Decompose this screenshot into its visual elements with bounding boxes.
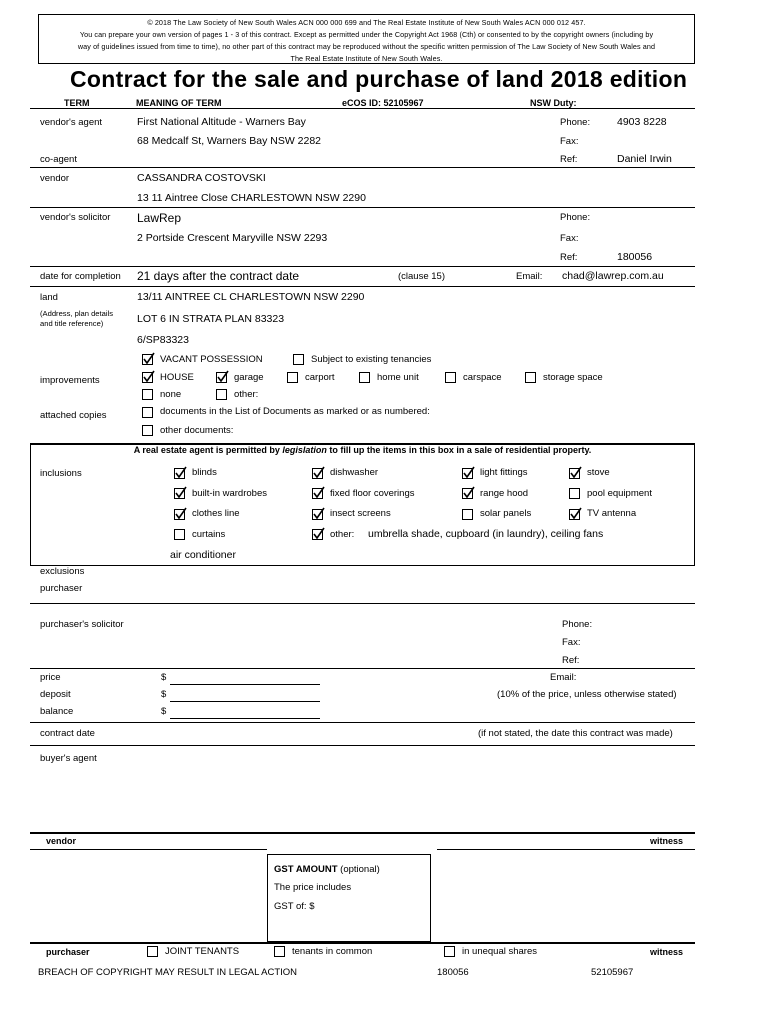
term-header: TERM bbox=[64, 98, 90, 108]
light-fittings-checkbox[interactable] bbox=[462, 468, 473, 479]
light-fittings-label: light fittings bbox=[480, 467, 528, 478]
inclusions-other-checkbox[interactable] bbox=[312, 529, 323, 540]
purchasers-solicitor-phone-label: Phone: bbox=[562, 619, 593, 630]
inclusions-label: inclusions bbox=[40, 468, 82, 479]
house-label: HOUSE bbox=[160, 372, 194, 383]
clothes-line-label: clothes line bbox=[192, 508, 240, 519]
vendors-agent-ref[interactable]: Daniel Irwin bbox=[617, 153, 672, 165]
gst-includes: The price includes bbox=[274, 882, 352, 893]
built-in-wardrobes-label: built-in wardrobes bbox=[192, 488, 267, 499]
inclusions-extra[interactable]: air conditioner bbox=[170, 549, 236, 561]
check-icon bbox=[174, 507, 188, 521]
dishwasher-checkbox[interactable] bbox=[312, 468, 323, 479]
price-label: price bbox=[40, 672, 61, 683]
deposit-field-line[interactable] bbox=[170, 701, 320, 702]
solar-panels-checkbox[interactable] bbox=[462, 509, 473, 520]
vendors-agent-phone[interactable]: 4903 8228 bbox=[617, 116, 667, 128]
check-icon bbox=[312, 466, 326, 480]
tenants-in-common-checkbox[interactable] bbox=[274, 946, 285, 957]
none-checkbox[interactable] bbox=[142, 389, 153, 400]
nsw-duty-header: NSW Duty: bbox=[530, 98, 577, 108]
vendor-witness-line[interactable] bbox=[437, 849, 695, 850]
garage-label: garage bbox=[234, 372, 264, 383]
check-icon bbox=[142, 352, 156, 366]
tv-antenna-label: TV antenna bbox=[587, 508, 637, 519]
joint-tenants-label: JOINT TENANTS bbox=[165, 946, 240, 957]
purchasers-solicitor-label: purchaser's solicitor bbox=[40, 619, 124, 630]
section-divider bbox=[30, 668, 695, 669]
section-divider bbox=[30, 207, 695, 208]
check-icon bbox=[174, 486, 188, 500]
vendors-agent-name[interactable]: First National Altitude - Warners Bay bbox=[137, 116, 306, 128]
curtains-checkbox[interactable] bbox=[174, 529, 185, 540]
other-documents-checkbox[interactable] bbox=[142, 425, 153, 436]
section-divider bbox=[30, 603, 695, 604]
vendors-solicitor-ref-label: Ref: bbox=[560, 252, 578, 263]
other-documents-label: other documents: bbox=[160, 425, 234, 436]
vendors-solicitor-label: vendor's solicitor bbox=[40, 212, 111, 223]
signature-divider bbox=[30, 942, 695, 944]
contract-date-label: contract date bbox=[40, 728, 95, 739]
vendors-solicitor-name[interactable]: LawRep bbox=[137, 211, 182, 225]
carspace-label: carspace bbox=[463, 372, 502, 383]
documents-checkbox[interactable] bbox=[142, 407, 153, 418]
improvements-label: improvements bbox=[40, 375, 100, 386]
deposit-label: deposit bbox=[40, 689, 71, 700]
price-field-line[interactable] bbox=[170, 684, 320, 685]
blinds-checkbox[interactable] bbox=[174, 468, 185, 479]
copyright-line: You can prepare your own version of pages 1 - 3 of this contract. Except as permitted under the Copyright Act 1968 (Cth) or consented to by the copyright owners (including by bbox=[79, 30, 654, 39]
vacant-possession-label: VACANT POSSESSION bbox=[160, 354, 263, 365]
section-divider bbox=[30, 266, 695, 267]
attached-copies-label: attached copies bbox=[40, 410, 107, 421]
check-icon bbox=[174, 466, 188, 480]
footer-ecos: 52105967 bbox=[591, 967, 634, 978]
copyright-line: © 2018 The Law Society of New South Wales ACN 000 000 699 and The Real Estate Institute of New South Wales ACN 000 012 457. bbox=[147, 18, 586, 27]
curtains-label: curtains bbox=[192, 529, 226, 540]
meaning-header: MEANING OF TERM bbox=[136, 98, 222, 108]
footer-ref: 180056 bbox=[437, 967, 469, 978]
copyright-warning: BREACH OF COPYRIGHT MAY RESULT IN LEGAL ACTION bbox=[38, 967, 298, 978]
vendors-solicitor-address[interactable]: 2 Portside Crescent Maryville NSW 2293 bbox=[137, 232, 328, 244]
vendor-label: vendor bbox=[40, 173, 70, 184]
tv-antenna-checkbox[interactable] bbox=[569, 509, 580, 520]
check-icon bbox=[462, 486, 476, 500]
gst-title bbox=[274, 864, 380, 875]
vendor-address[interactable]: 13 11 Aintree Close CHARLESTOWN NSW 2290 bbox=[137, 192, 366, 204]
gst-title-bold: GST AMOUNT bbox=[274, 864, 338, 875]
vendors-agent-label: vendor's agent bbox=[40, 117, 103, 128]
land-lot[interactable]: LOT 6 IN STRATA PLAN 83323 bbox=[137, 313, 285, 325]
range-hood-label: range hood bbox=[480, 488, 529, 499]
completion-clause: (clause 15) bbox=[398, 271, 445, 282]
storage-space-label: storage space bbox=[543, 372, 603, 383]
solar-panels-label: solar panels bbox=[480, 508, 532, 519]
check-icon bbox=[569, 466, 583, 480]
land-address[interactable]: 13/11 AINTREE CL CHARLESTOWN NSW 2290 bbox=[137, 291, 365, 303]
purchaser-witness-label: witness bbox=[650, 947, 684, 957]
tenants-in-common-label: tenants in common bbox=[292, 946, 373, 957]
price-dollar: $ bbox=[161, 672, 167, 683]
land-label: land bbox=[40, 292, 58, 303]
house-checkbox[interactable] bbox=[142, 372, 153, 383]
vendor-witness-label: witness bbox=[650, 836, 684, 846]
vendor-name[interactable]: CASSANDRA COSTOVSKI bbox=[137, 172, 266, 184]
carspace-checkbox[interactable] bbox=[445, 372, 456, 383]
purchaser-label: purchaser bbox=[40, 583, 83, 594]
fixed-floor-coverings-checkbox[interactable] bbox=[312, 488, 323, 499]
ecos-id: eCOS ID: 52105967 bbox=[342, 98, 424, 108]
home-unit-checkbox[interactable] bbox=[359, 372, 370, 383]
pool-equipment-checkbox[interactable] bbox=[569, 488, 580, 499]
section-divider bbox=[30, 286, 695, 287]
joint-tenants-checkbox[interactable] bbox=[147, 946, 158, 957]
vendors-solicitor-email[interactable]: chad@lawrep.com.au bbox=[562, 270, 664, 282]
balance-dollar: $ bbox=[161, 706, 167, 717]
land-title-ref[interactable]: 6/SP83323 bbox=[137, 334, 189, 346]
signature-divider bbox=[30, 832, 695, 834]
land-sublabel: (Address, plan details bbox=[40, 309, 114, 318]
carport-label: carport bbox=[305, 372, 335, 383]
exclusions-label: exclusions bbox=[40, 566, 85, 577]
copyright-notice bbox=[38, 14, 695, 64]
clothes-line-checkbox[interactable] bbox=[174, 509, 185, 520]
purchaser-signature-label: purchaser bbox=[46, 947, 90, 957]
section-divider bbox=[30, 167, 695, 168]
documents-label: documents in the List of Documents as marked or as numbered: bbox=[160, 406, 430, 417]
check-icon bbox=[312, 507, 326, 521]
improvements-other-checkbox[interactable] bbox=[216, 389, 227, 400]
vendors-agent-ref-label: Ref: bbox=[560, 154, 578, 165]
completion-label: date for completion bbox=[40, 271, 121, 282]
carport-checkbox[interactable] bbox=[287, 372, 298, 383]
vendors-solicitor-phone-label: Phone: bbox=[560, 212, 591, 223]
pool-equipment-label: pool equipment bbox=[587, 488, 652, 499]
buyers-agent-label: buyer's agent bbox=[40, 753, 97, 764]
section-divider bbox=[30, 745, 695, 746]
vendors-solicitor-email-label: Email: bbox=[516, 271, 543, 282]
gst-of[interactable]: GST of: $ bbox=[274, 901, 315, 912]
co-agent-label: co-agent bbox=[40, 154, 77, 165]
purchasers-solicitor-fax-label: Fax: bbox=[562, 637, 581, 648]
vendors-agent-phone-label: Phone: bbox=[560, 117, 591, 128]
gst-optional: (optional) bbox=[337, 864, 380, 875]
check-icon bbox=[312, 486, 326, 500]
page-title: Contract for the sale and purchase of land 2018 edition bbox=[70, 66, 688, 92]
check-icon bbox=[569, 507, 583, 521]
vendor-signature-label: vendor bbox=[46, 836, 77, 846]
agent-permitted-box bbox=[30, 443, 695, 566]
unequal-shares-label: in unequal shares bbox=[462, 946, 537, 957]
home-unit-label: home unit bbox=[377, 372, 419, 383]
stove-label: stove bbox=[587, 467, 610, 478]
gst-box bbox=[267, 854, 431, 942]
range-hood-checkbox[interactable] bbox=[462, 488, 473, 499]
vacant-possession-checkbox[interactable] bbox=[142, 354, 153, 365]
garage-checkbox[interactable] bbox=[216, 372, 227, 383]
insect-screens-checkbox[interactable] bbox=[312, 509, 323, 520]
tenancies-label: Subject to existing tenancies bbox=[311, 354, 432, 365]
storage-space-checkbox[interactable] bbox=[525, 372, 536, 383]
blinds-label: blinds bbox=[192, 467, 217, 478]
purchasers-solicitor-ref-label: Ref: bbox=[562, 655, 580, 666]
balance-field-line[interactable] bbox=[170, 718, 320, 719]
tenancies-checkbox[interactable] bbox=[293, 354, 304, 365]
stove-checkbox[interactable] bbox=[569, 468, 580, 479]
check-icon bbox=[142, 370, 156, 384]
none-label: none bbox=[160, 389, 182, 400]
check-icon bbox=[216, 370, 230, 384]
unequal-shares-checkbox[interactable] bbox=[444, 946, 455, 957]
vendor-signature-line[interactable] bbox=[30, 849, 267, 850]
agent-notice bbox=[30, 445, 695, 455]
vendors-agent-fax-label: Fax: bbox=[560, 136, 579, 147]
dishwasher-label: dishwasher bbox=[330, 467, 379, 478]
balance-label: balance bbox=[40, 706, 74, 717]
land-sublabel: and title reference) bbox=[40, 319, 104, 328]
fixed-floor-coverings-label: fixed floor coverings bbox=[330, 488, 415, 499]
vendors-agent-address[interactable]: 68 Medcalf St, Warners Bay NSW 2282 bbox=[137, 135, 322, 147]
completion-value[interactable]: 21 days after the contract date bbox=[137, 269, 300, 283]
deposit-note: (10% of the price, unless otherwise stated) bbox=[497, 689, 677, 700]
agent-notice-text: to fill up the items in this box in a sale of residential property. bbox=[326, 445, 592, 455]
copyright-line: The Real Estate Institute of New South Wales. bbox=[290, 54, 443, 63]
inclusions-other-text[interactable]: umbrella shade, cupboard (in laundry), ceiling fans bbox=[368, 528, 604, 540]
vendors-solicitor-fax-label: Fax: bbox=[560, 233, 579, 244]
deposit-dollar: $ bbox=[161, 689, 167, 700]
insect-screens-label: insect screens bbox=[330, 508, 391, 519]
improvements-other-label: other: bbox=[234, 389, 259, 400]
vendors-solicitor-ref[interactable]: 180056 bbox=[617, 251, 653, 263]
built-in-wardrobes-checkbox[interactable] bbox=[174, 488, 185, 499]
check-icon bbox=[462, 466, 476, 480]
check-icon bbox=[312, 527, 326, 541]
purchasers-solicitor-email-label: Email: bbox=[550, 672, 577, 683]
agent-notice-legislation: legislation bbox=[282, 445, 327, 455]
agent-notice-text: A real estate agent is permitted by bbox=[133, 445, 283, 455]
inclusions-other-label: other: bbox=[330, 529, 355, 540]
section-divider bbox=[30, 722, 695, 723]
contract-date-note: (if not stated, the date this contract was made) bbox=[478, 728, 673, 739]
copyright-line: way of guidelines issued from time to time), no other part of this contract may be reproduced without the specific written permission of The Law Society of New South Wales and bbox=[77, 42, 656, 51]
header-divider bbox=[30, 108, 695, 109]
